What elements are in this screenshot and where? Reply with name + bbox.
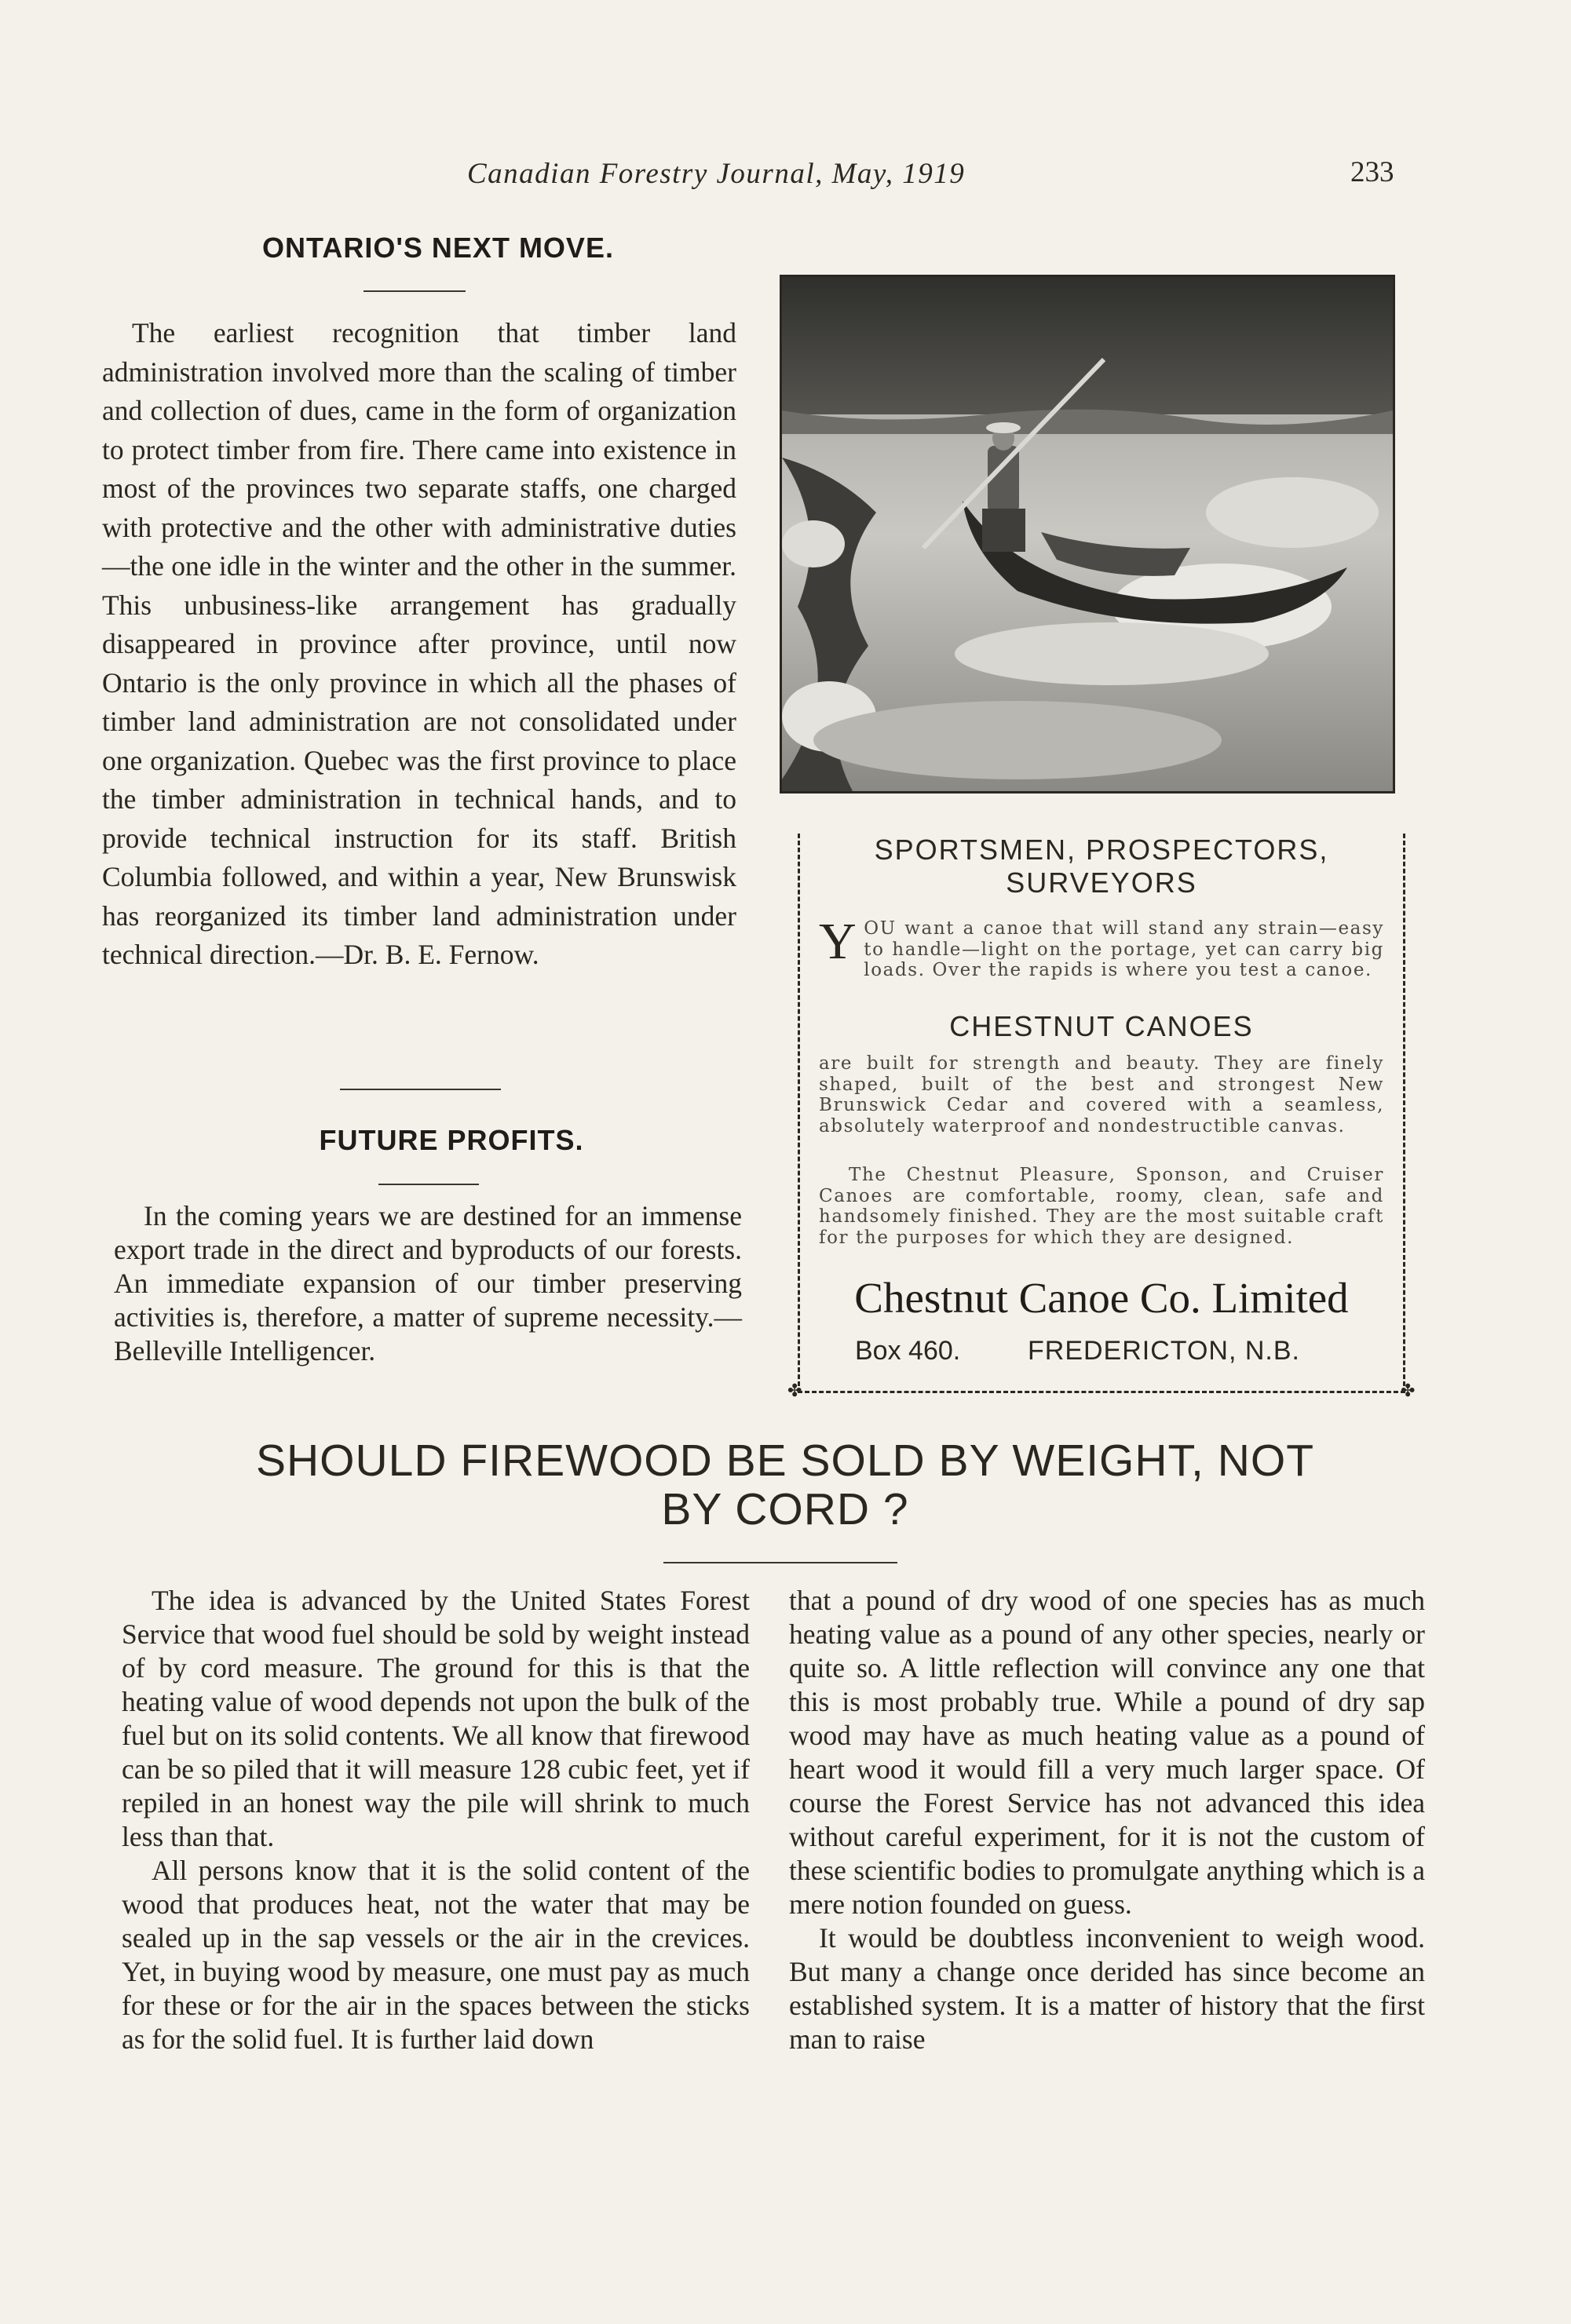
heading-ontario: ONTARIO'S NEXT MOVE. [262,232,614,264]
article-future-text [114,1199,742,1368]
advertisement-box [798,834,1405,1393]
main-article-left-column [122,1584,750,2056]
divider-rule [663,1562,897,1563]
main-article-paragraph: It would be doubtless inconvenient to weigh wood. But many a change once derided has since become an established system. It is a matter of history that the first man to raise [789,1922,1425,2055]
ad-intro-text [819,913,1384,981]
ad-intro-body: OU want a canoe that will stand any strain—easy to handle—light on the portage, yet can carry big loads. Over the rapids is where you test a canoe. [864,918,1384,980]
main-headline-line2: BY CORD ? [661,1484,909,1534]
main-article-paragraph: All persons know that it is the solid content of the wood that produces heat, not the water that may be sealed up in the sap vessels or the air in the crevices. Yet, in buying wood by measure, one must pay as much for these or for the air in the spaces between the sticks as for the solid fuel. It is further laid down [122,1855,750,2055]
main-article-paragraph: The idea is advanced by the United States Forest Service that wood fuel should be sold by weight instead of by cord measure. The ground for this is that the heating value of wood depends not upon the bulk of the fuel but on its solid contents. We all know that firewood can be so piled that it will measure 128 cubic feet, yet if repiled in an honest way the pile will shrink to much less than that. [122,1585,750,1852]
article-future-paragraph: In the coming years we are destined for an immense export trade in the direct and byproducts of our forests. An immediate expansion of our timber preserving activities is, therefore, a matter of supreme necessity.— Belleville Intelligencer. [114,1200,742,1366]
canoe-photo-image [782,277,1393,791]
main-article-right-column [789,1584,1425,2056]
divider-rule [364,290,466,292]
ad-company-name: Chestnut Canoe Co. Limited [854,1274,1349,1322]
canoe-photograph [780,275,1395,794]
divider-rule [378,1184,479,1185]
ad-body-text1: are built for strength and beauty. They are finely shaped, built of the best and strongest New Brunswick Cedar and covered with a seamless, absolutely waterproof and nondestructible canvas. [819,1053,1384,1136]
ad-corner-ornament: ✤ [787,1381,802,1401]
divider-rule [340,1089,501,1090]
main-article-paragraph: that a pound of dry wood of one species has as much heating value as a pound of any other species, nearly or quite so. A little reflection will convince any one that this is most probably true. While a pound of dry sap wood may have as much heating value as a pound of heart wood it would fill a very much larger space. Of course the Forest Service has not advanced this idea without careful experiment, for it is not the custom of these scientific bodies to promulgate anything which is a mere notion founded on guess. [789,1585,1425,1920]
ad-body-text2: The Chestnut Pleasure, Sponson, and Cruiser Canoes are comfortable, roomy, clean, safe and handsomely finished. They are the most suitable craft for the purposes for which they are designed. [819,1165,1384,1248]
main-headline-line1: SHOULD FIREWOOD BE SOLD BY WEIGHT, NOT [255,1436,1315,1486]
ad-box-number: Box 460. [855,1336,961,1366]
running-header-title: Canadian Forestry Journal, May, 1919 [467,158,966,190]
ad-heading-line1: SPORTSMEN, PROSPECTORS, [874,834,1329,866]
ad-heading-line2: SURVEYORS [1006,866,1197,899]
ad-subheading: CHESTNUT CANOES [949,1010,1254,1042]
heading-future-profits: FUTURE PROFITS. [319,1124,584,1156]
article-ontario-paragraph: The earliest recognition that timber land administration involved more than the scaling of timber and collection of dues, came in the form of organization to protect timber from fire. There came into existence in most of the provinces two separate staffs, one charged with protective and the other with administrative duties —the one idle in the winter and the other in the summer. This unbusiness-like arrangement has gradually disappeared in province after province, until now Ontario is the only province in which all the phases of timber land administration are not consolidated under one organization. Quebec was the first province to place the timber administration in technical hands, and to provide technical instruction for its staff. British Columbia followed, and within a year, New Brunswisk has reorganized its timber land administration under technical direction.—Dr. B. E. Fernow. [102,317,736,970]
ad-address: FREDERICTON, N.B. [1028,1336,1300,1366]
ad-dropcap: Y [819,913,858,970]
ad-corner-ornament: ✤ [1401,1381,1416,1401]
page-number: 233 [1350,156,1394,188]
article-ontario-text [102,314,736,975]
